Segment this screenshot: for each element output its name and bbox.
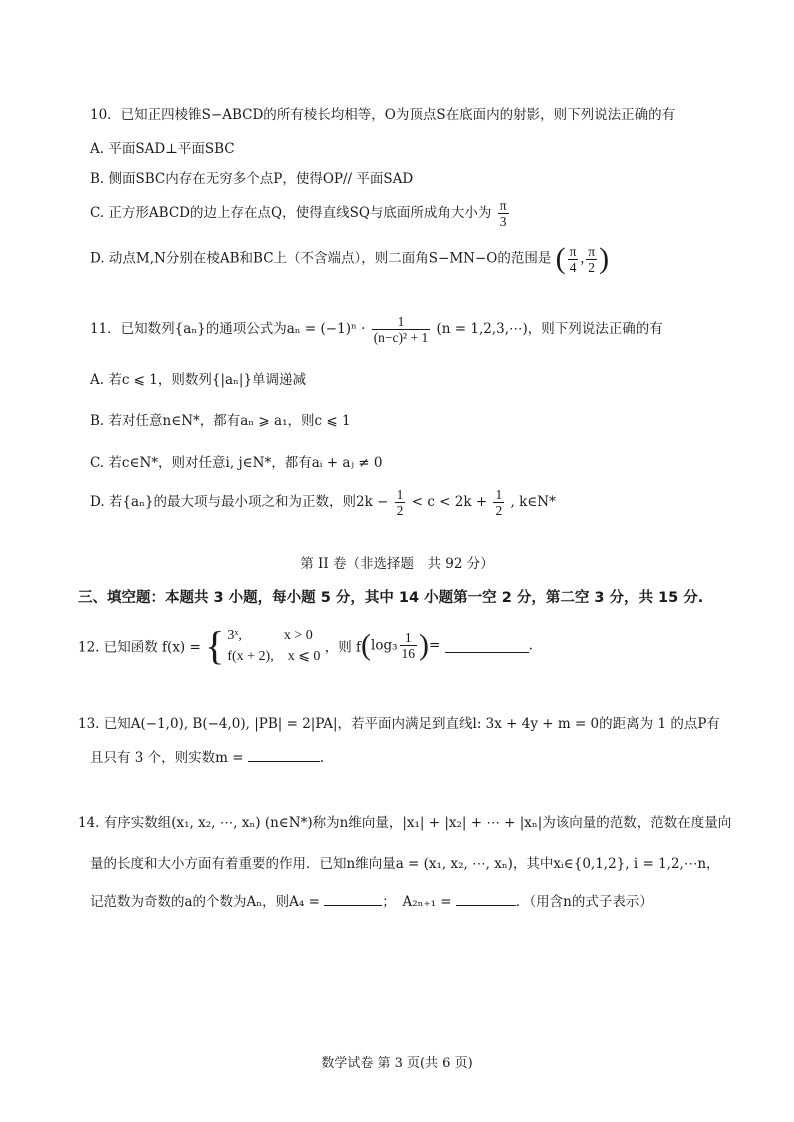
q10-option-c-text: C. 正方形ABCD的边上存在点Q，使得直线SQ与底面所成角大小为	[90, 205, 492, 221]
q11-option-a: A. 若c ⩽ 1，则数列{|aₙ|}单调递减	[90, 372, 307, 388]
q14-line-3	[90, 890, 653, 910]
q12-frac-num: 1	[400, 630, 418, 646]
q10-option-d-text: D. 动点M,N分别在棱AB和BC上（不含端点），则二面角S−MN−O的范围是	[90, 250, 552, 267]
q12	[78, 622, 533, 669]
q13-end: .	[319, 750, 325, 766]
q10-d-frac-1	[568, 244, 579, 275]
q12-brace: {	[205, 623, 225, 668]
q12-piecewise	[227, 625, 320, 667]
q11-option-d-post: , k∈N*	[510, 494, 556, 510]
q13-answer-blank[interactable]	[248, 747, 320, 762]
q13-line-1: 13. 已知A(−1,0), B(−4,0), |PB| = 2|PA|，若平面内满足到直线l: 3x + 4y + m = 0的距离为 1 的点P有	[78, 716, 720, 732]
q10-d-frac1-num: π	[569, 243, 577, 259]
q10-d-frac1-den: 4	[569, 259, 577, 275]
q14-blank-1[interactable]	[324, 891, 382, 906]
q10-d-frac2-den: 2	[588, 259, 596, 275]
q12-equals: =	[429, 637, 445, 654]
interval-open-paren: (	[555, 242, 566, 275]
q12-close-paren: )	[419, 628, 430, 662]
q12-mid: ，则 f	[324, 639, 362, 656]
q11-d-frac2-den: 2	[495, 503, 503, 518]
q11-option-b: B. 若对任意n∈N*，都有aₙ ⩾ a₁，则c ⩽ 1	[90, 413, 351, 429]
q12-answer-blank[interactable]	[445, 638, 529, 653]
q12-log: log₃	[371, 637, 398, 654]
interval-close-paren: )	[599, 242, 610, 275]
q11-stem-fraction	[372, 314, 431, 345]
q10-option-c	[90, 198, 511, 229]
q11-option-d	[90, 487, 556, 518]
q10-c-frac-den: 3	[499, 214, 507, 229]
q12-frac-den: 16	[401, 646, 416, 661]
q13-line-2	[90, 746, 324, 766]
q11-frac-den: (n−c)² + 1	[373, 330, 429, 345]
q10-stem: 10．已知正四棱锥S−ABCD的所有棱长均相等，O为顶点S在底面内的射影，则下列说法正确的有	[90, 107, 676, 123]
q10-d-frac-2	[586, 244, 597, 275]
q12-case-1: 3ˣ, x > 0	[227, 627, 313, 643]
q11-stem-post: (n = 1,2,3,⋯)，则下列说法正确的有	[436, 321, 663, 337]
q11-d-frac-1	[395, 487, 406, 518]
q11-d-frac2-num: 1	[495, 487, 503, 502]
q11-option-d-pre: D. 若{aₙ}的最大项与最小项之和为正数，则2k −	[90, 494, 389, 510]
q14-blank-2[interactable]	[456, 891, 516, 906]
q11-option-d-mid: < c < 2k +	[411, 494, 488, 510]
page-footer: 数学试卷 第 3 页(共 6 页)	[321, 1056, 473, 1071]
q10-option-b: B. 侧面SBC内存在无穷多个点P，使得OP// 平面SAD	[90, 171, 414, 187]
q14-line-3-pre: 记范数为奇数的a的个数为Aₙ，则A₄ =	[90, 894, 325, 910]
section-title: 第 II 卷（非选择题 共 92 分）	[300, 556, 494, 572]
q14-line-3-post: ．（用含n的式子表示）	[515, 894, 653, 910]
q12-fraction	[400, 630, 418, 661]
q11-d-frac-2	[493, 487, 504, 518]
q11-option-c: C. 若c∈N*，则对任意i, j∈N*，都有aᵢ + aⱼ ≠ 0	[90, 455, 383, 471]
q10-option-a: A. 平面SAD⊥平面SBC	[90, 141, 235, 157]
q12-end: .	[528, 637, 533, 654]
q11-frac-num: 1	[372, 314, 431, 330]
q11-d-frac1-num: 1	[396, 487, 404, 502]
q14-line-1: 14. 有序实数组(x₁, x₂, ⋯, xₙ) (n∈N*)称为n维向量，|x₁| + |x₂| + ⋯ + |xₙ|为该向量的范数，范数在度量向	[78, 815, 732, 831]
q10-d-frac2-num: π	[588, 243, 596, 259]
q10-option-d	[90, 242, 609, 276]
q13-line-2-text: 且只有 3 个，则实数m =	[90, 750, 248, 766]
interval-comma: ,	[580, 250, 585, 267]
q10-option-c-fraction	[498, 198, 509, 229]
q12-open-paren: (	[361, 628, 372, 662]
q11-d-frac1-den: 2	[396, 503, 404, 518]
q14-line-3-mid: ； A₂ₙ₊₁ =	[382, 894, 456, 910]
section-heading: 三、填空题：本题共 3 小题，每小题 5 分，其中 14 小题第一空 2 分，第二空 3 分，共 15 分.	[78, 590, 704, 606]
q14-line-2: 量的长度和大小方面有着重要的作用．已知n维向量a = (x₁, x₂, ⋯, xₙ)，其中xᵢ∈{0,1,2}, i = 1,2,⋯n，	[90, 856, 720, 872]
q10-c-frac-num: π	[499, 198, 507, 213]
q12-case-2: f(x + 2), x ⩽ 0	[227, 648, 321, 664]
q12-pre: 12. 已知函数 f(x) =	[78, 639, 201, 656]
q11-stem-pre: 11．已知数列{aₙ}的通项公式为aₙ = (−1)ⁿ ·	[90, 321, 366, 337]
q11-stem	[90, 314, 663, 345]
